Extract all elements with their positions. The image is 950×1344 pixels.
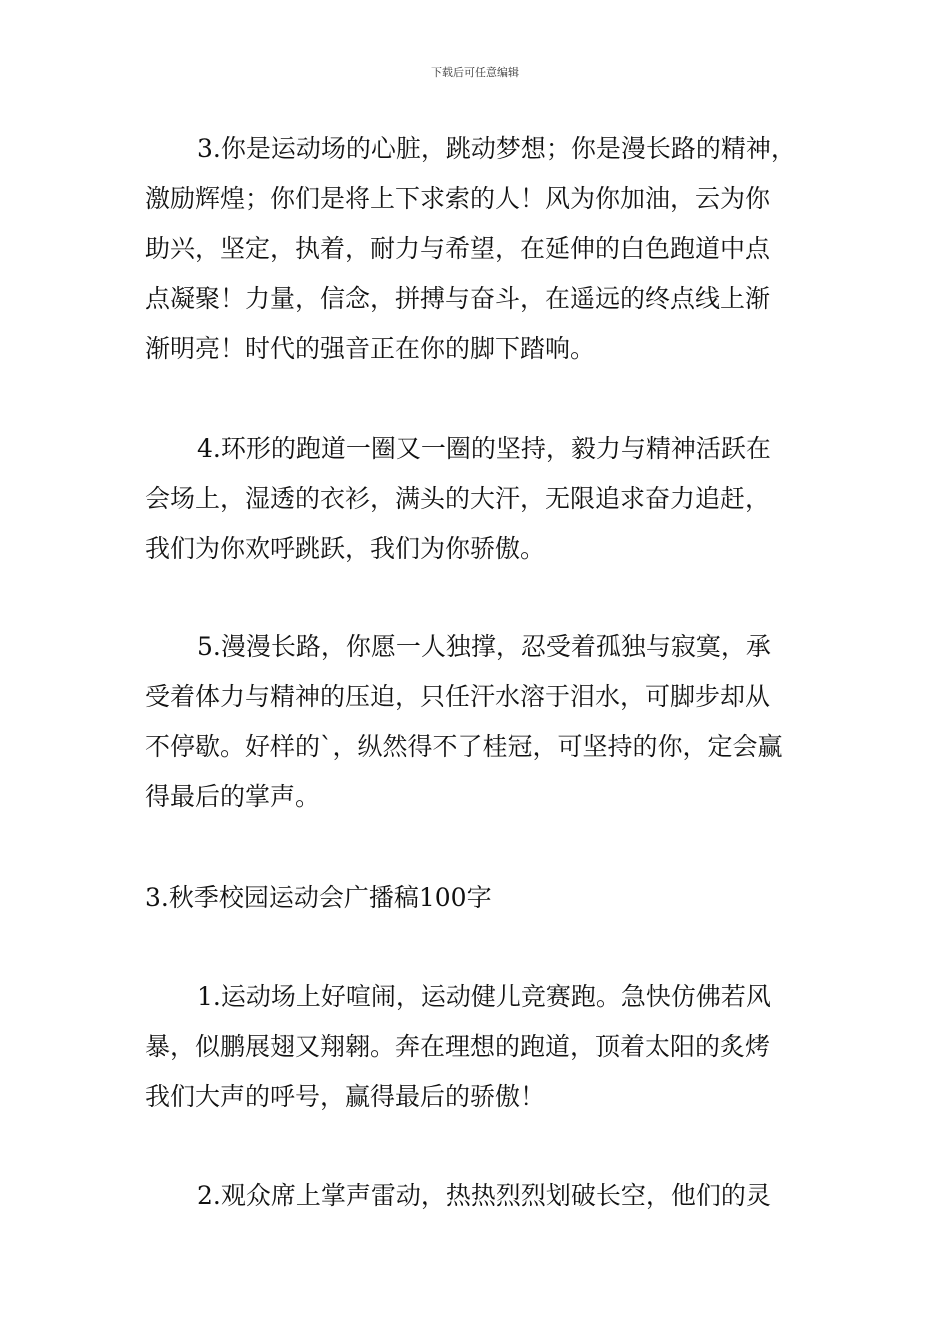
paragraph-1	[145, 972, 815, 1122]
paragraph-3	[145, 124, 815, 374]
paragraph-line: 5.漫漫长路，你愿一人独撑，忍受着孤独与寂寞，承	[197, 632, 771, 661]
paragraph-line: 不停歇。好样的`，纵然得不了桂冠，可坚持的你，定会赢	[145, 732, 783, 761]
paragraph-line: 会场上，湿透的衣衫，满头的大汗，无限追求奋力追赶，	[145, 484, 771, 513]
paragraph-line: 4.环形的跑道一圈又一圈的坚持，毅力与精神活跃在	[197, 434, 771, 463]
section-title: 3.秋季校园运动会广播稿100字	[145, 883, 492, 912]
paragraph-line: 受着体力与精神的压迫，只任汗水溶于泪水，可脚步却从	[145, 682, 771, 711]
paragraph-line: 1.运动场上好喧闹，运动健儿竞赛跑。急快仿佛若风	[197, 982, 771, 1011]
section-heading	[145, 873, 815, 923]
paragraph-line: 点凝聚！力量，信念，拼搏与奋斗，在遥远的终点线上渐	[145, 284, 771, 313]
paragraph-line: 我们大声的呼号，赢得最后的骄傲！	[145, 1082, 546, 1111]
paragraph-line: 激励辉煌；你们是将上下求索的人！风为你加油，云为你	[145, 184, 771, 213]
paragraph-line: 助兴，坚定，执着，耐力与希望，在延伸的白色跑道中点	[145, 234, 771, 263]
paragraph-line: 暴，似鹏展翅又翔翱。奔在理想的跑道，顶着太阳的炙烤	[145, 1032, 771, 1061]
paragraph-line: 我们为你欢呼跳跃，我们为你骄傲。	[145, 534, 546, 563]
paragraph-line: 2.观众席上掌声雷动，热热烈烈划破长空，他们的灵	[197, 1181, 771, 1210]
paragraph-2	[145, 1171, 815, 1221]
page-header: 下载后可任意编辑	[431, 66, 519, 79]
paragraph-line: 渐明亮！时代的强音正在你的脚下踏响。	[145, 334, 596, 363]
paragraph-line: 3.你是运动场的心脏，跳动梦想；你是漫长路的精神，	[197, 134, 796, 163]
paragraph-line: 得最后的掌声。	[145, 782, 321, 811]
paragraph-4	[145, 424, 815, 574]
paragraph-5	[145, 622, 815, 822]
